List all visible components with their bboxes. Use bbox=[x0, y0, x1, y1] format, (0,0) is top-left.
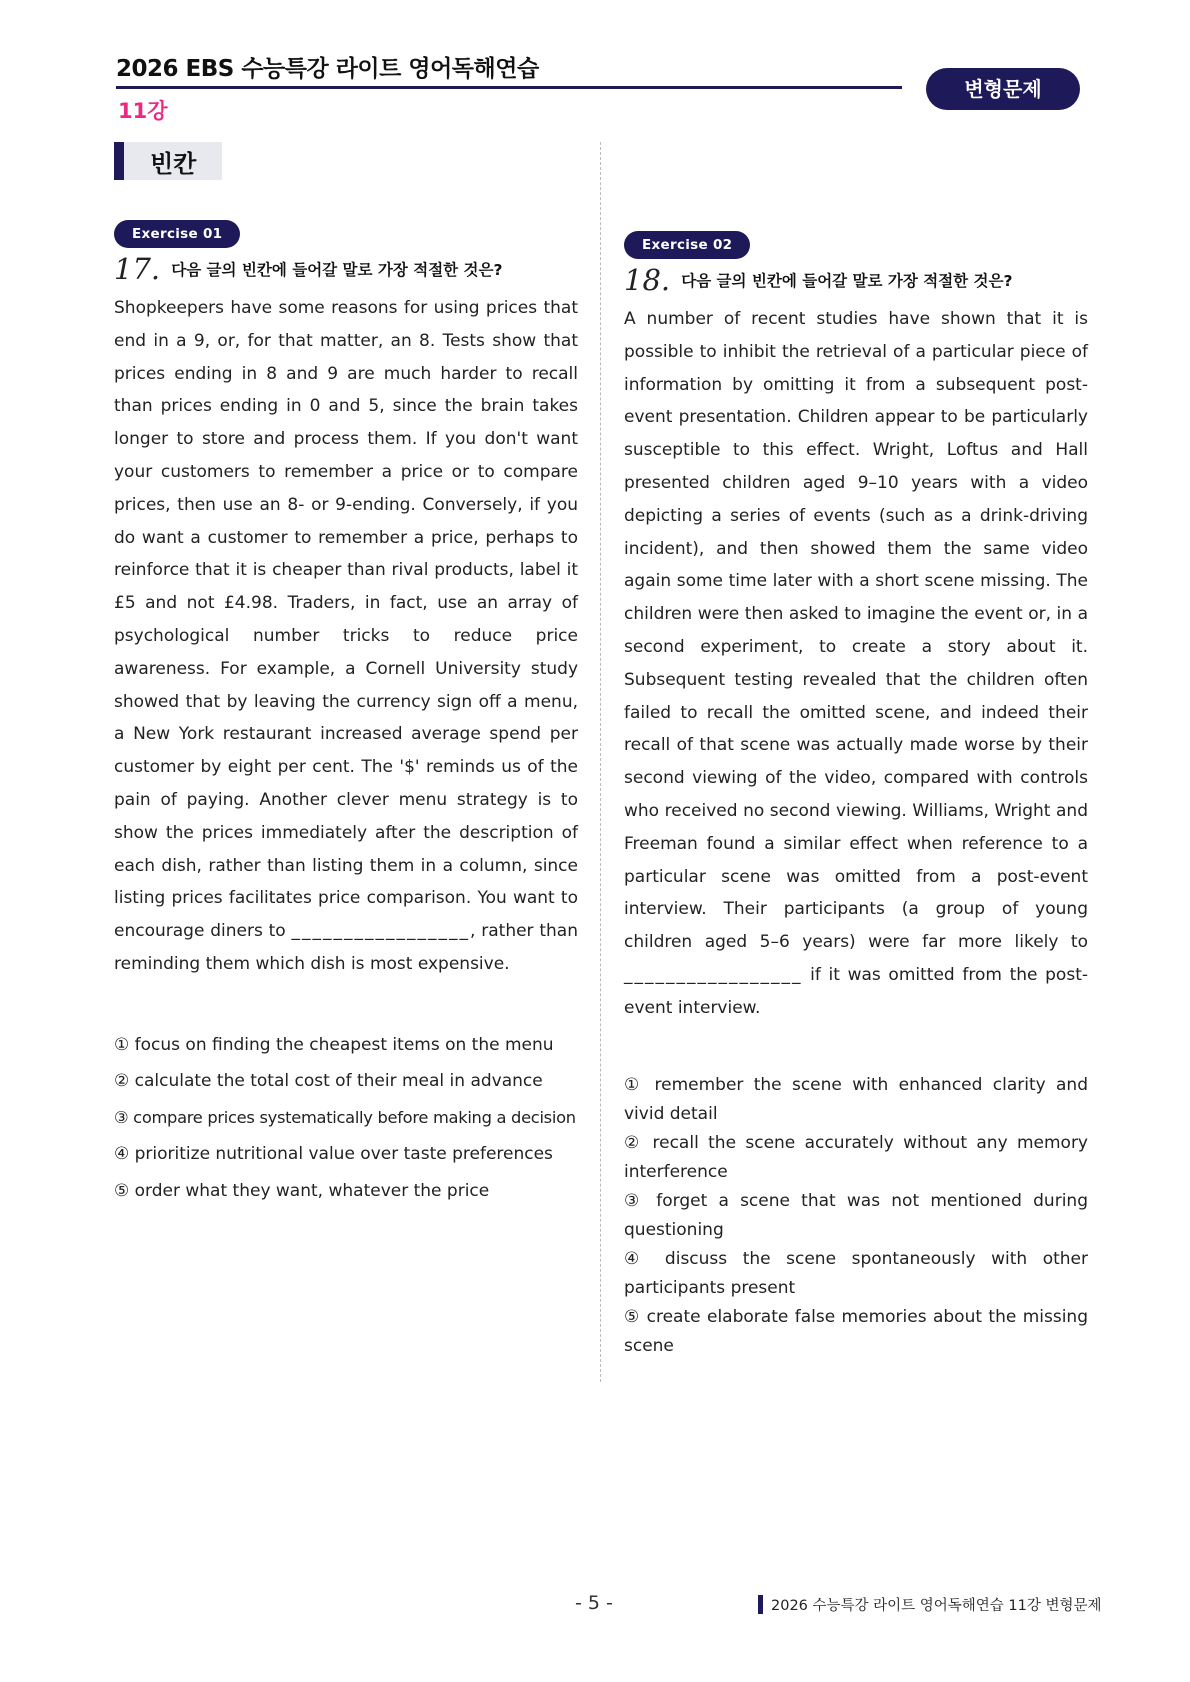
answer-choice: ② recall the scene accurately without any memory interference bbox=[624, 1132, 1088, 1182]
section-heading-label: 빈칸 bbox=[150, 150, 197, 178]
variant-badge: 변형문제 bbox=[926, 68, 1080, 110]
passage bbox=[624, 303, 1088, 1025]
passage-text-before: A number of recent studies have shown that it is possible to inhibit the retrieval of a particular piece of information by omitting it from a subsequent post-event presentation. Children appear to be particularly susceptible to this effect. Wright, Loftus and Hall presented children aged 9–10 years with a video depicting a series of events (such as a drink-driving incident), and then showed them the same video again some time later with a short scene missing. The children were then asked to imagine the event or, in a second experiment, to create a story about it. Subsequent testing revealed that the children often failed to recall the omitted scene, and indeed their recall of that scene was actually made worse by their second viewing of the video, compared with controls who received no second viewing. Williams, Wright and Freeman found a similar effect when reference to a particular scene was omitted from a post-event interview. Their participants (a group of young children aged 5–6 years) were far more likely to bbox=[624, 309, 1088, 953]
passage-text-before: Shopkeepers have some reasons for using prices that end in a 9, or, for that matter, an 8. Tests show that prices ending in 8 and 9 are much harder to recall than prices ending in 0 and 5, since the brain takes longer to store and process them. If you don't want your customers to remember a price or to compare prices, then use an 8- or 9-ending. Conversely, if you do want a customer to remember a price, perhaps to reinforce that it is cheaper than rival products, label it £5 and not £4.98. Traders, in fact, use an array of psychological number tricks to reduce price awareness. For example, a Cornell University study showed that by leaving the currency sign off a menu, a New York restaurant increased average spend per customer by eight per cent. The '$' reminds us of the pain of paying. Another clever menu strategy is to show the prices immediately after the description of each dish, rather than listing them in a column, since listing prices facilitates price comparison. You want to encourage diners to bbox=[114, 298, 578, 942]
exercise-02 bbox=[624, 231, 1088, 1361]
passage-text-after: if it was omitted from the post-event interview. bbox=[624, 964, 1088, 1018]
answer-choice: ③ forget a scene that was not mentioned during questioning bbox=[624, 1190, 1088, 1240]
answer-blank: _________________ bbox=[291, 921, 471, 942]
exercise-badge: Exercise 01 bbox=[114, 220, 240, 248]
answer-choices bbox=[624, 1071, 1088, 1361]
question-prompt: 다음 글의 빈칸에 들어갈 말로 가장 적절한 것은? bbox=[171, 261, 503, 279]
question-line bbox=[114, 252, 578, 290]
answer-choice: ① remember the scene with enhanced clarity and vivid detail bbox=[624, 1074, 1088, 1124]
answer-choice: ⑤ create elaborate false memories about the missing scene bbox=[624, 1306, 1088, 1356]
passage bbox=[114, 292, 578, 981]
answer-choice: ① focus on finding the cheapest items on the menu bbox=[114, 1034, 554, 1055]
answer-blank: _________________ bbox=[624, 964, 803, 985]
answer-choice: ⑤ order what they want, whatever the price bbox=[114, 1180, 490, 1201]
question-line bbox=[624, 263, 1088, 301]
document-title: 2026 EBS 수능특강 라이트 영어독해연습 bbox=[116, 56, 539, 82]
header-rule bbox=[116, 86, 902, 89]
answer-choice: ④ prioritize nutritional value over taste preferences bbox=[114, 1144, 553, 1165]
footer-accent-bar bbox=[758, 1595, 763, 1614]
exercise-01 bbox=[114, 220, 578, 1209]
answer-choices bbox=[114, 1027, 578, 1210]
question-prompt: 다음 글의 빈칸에 들어갈 말로 가장 적절한 것은? bbox=[681, 272, 1013, 290]
answer-choice: ④ discuss the scene spontaneously with other participants present bbox=[624, 1248, 1088, 1298]
section-heading bbox=[114, 142, 222, 180]
question-number: 17. bbox=[114, 252, 161, 286]
question-number: 18. bbox=[624, 263, 671, 297]
column-divider bbox=[600, 142, 601, 1382]
footer bbox=[758, 1594, 1102, 1615]
footer-text: 2026 수능특강 라이트 영어독해연습 11강 변형문제 bbox=[771, 1598, 1102, 1614]
lesson-label: 11강 bbox=[118, 99, 168, 123]
passage-text-after: , rather than reminding them which dish is most expensive. bbox=[114, 921, 578, 974]
exercise-badge: Exercise 02 bbox=[624, 231, 750, 259]
page-number: - 5 - bbox=[575, 1592, 613, 1614]
answer-choice: ② calculate the total cost of their meal in advance bbox=[114, 1071, 543, 1092]
answer-choice: ③ compare prices systematically before making a decision bbox=[114, 1107, 576, 1127]
